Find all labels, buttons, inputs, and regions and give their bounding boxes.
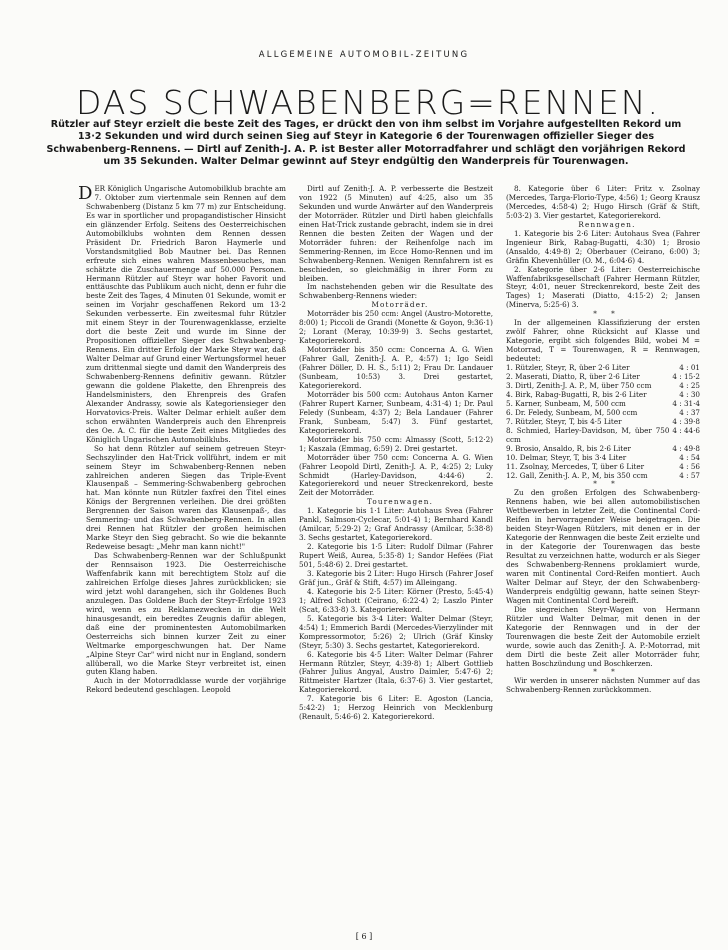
ranking-entry: 10. Delmar, Steyr, T, bis 3·4 Liter — [506, 452, 627, 462]
ranking-entry: 1. Rützler, Steyr, R, über 2·6 Liter — [506, 363, 630, 373]
ranking-row — [506, 427, 700, 445]
ranking-time: 4 : 37 — [679, 407, 700, 417]
ranking-time: 4 : 01 — [679, 363, 700, 373]
ranking-time: 4 : 44·6 — [672, 425, 700, 435]
ranking-time: 4 : 54 — [679, 452, 700, 462]
result-paragraph: Motorräder bis 250 ccm: Angel (Austro-Motorette, 8:00) 1; Piccoli de Grandi (Monette & Goyon, 9:36·1) 2; Lorant (Meray, 10:39·9) 3. Sechs gestartet, Kategorierekord. — [299, 309, 493, 346]
result-paragraph: Motorräder über 750 ccm: Concerna A. G. Wien (Fahrer Leopold Dirtl, Zenith-J. A. P., 4:25) 2; Luky Schmidt (Harley-Davidson, 4:44·6) 2. Kategorierekord und neuer Streckenrekord, beste Zeit der Motorräder. — [299, 452, 493, 498]
ranking-entry: 9. Brosio, Ansaldo, R, bis 2·6 Liter — [506, 443, 631, 453]
result-paragraph: 1. Kategorie bis 2·6 Liter: Autohaus Svea (Fahrer Ingenieur Birk, Rabag-Bugatti, 4:30) 1; Brosio (Ansaldo, 4:49·8) 2; Oberbauer (Ceirano, 6:00) 3; Gräfin Khevenhüller (O. M., 6:04·6) 4. — [506, 228, 700, 265]
paragraph: ER Königlich Ungarische Automobilklub brachte am 7. Oktober zum viertenmale sein Rennen auf dem Schwabenberg (Distanz 5 km 77 m) zur Entscheidung. Es war in sportlicher und propagandistischer Hinsicht ein glänzender Erfolg. Seitens des Oesterreichischen Automobilklubs wohnten dem Rennen dessen Präsident Dr. Friedrich Baron Haymerle und Vorstandsmitglied Bob Mautner bei. Das Rennen erfreute sich eines wahren Massenbesuches, man schätzte die Zuschauermenge auf 50.000 Personen. Hermann Rützler auf Steyr war hoher Favorit und enttäuschte das Publikum auch nicht, denn er fuhr die beste Zeit des Tages, 4 Minuten 01 Sekunde, womit er seinen im Vorjahr geschaffenen Rekord um 13·2 Sekunden verbesserte. Ein zweitesmal fuhr Rützler mit einem Steyr in der Tourenwagenklasse, erzielte dort die beste Zeit und wurde im Sinne der Propositionen offizieller Sieger des Schwabenberg-Rennens. Ein dritter Erfolg der Marke Steyr war, daß Walter Delmar auf Grund einer Wertungsformel heuer zum drittenmal siegte und damit den Wanderpreis des Schwabenberg-Rennens definitiv gewann. Rützler gewann die goldene Plakette, den Ehrenpreis des Handelsministers, den Ehrenpreis des Grafen Alexander Andrassy, sowie als Kategoriensieger den Horvatovics-Preis. Walter Delmar erhielt außer dem schon erwähnten Wanderpreis auch den Ehrenpreis des Oe. A. C. für die beste Zeit eines Mitgliedes des Königlich Ungarischen Automobilklubs. — [86, 184, 286, 444]
paragraph: Das Schwabenberg-Rennen war der Schlußpunkt der Rennsaison 1923. Die Oesterreichische Waffenfabrik kann mit berechtigtem Stolz auf die zahlreichen Erfolge dieses Jahres zurückblicken; sie wird jetzt wohl darangehen, sich ihr Goldenes Buch anzulegen. Das Goldene Buch der Steyr-Erfolge 1923 wird, wenn es zu Reklamezwecken in die Welt hinausgesandt, ein beredtes Zeugnis dafür ablegen, daß eine der prominentesten Automobilmarken Oesterreichs sich binnen kurzer Zeit zu einer Weltmarke emporgeschwungen hat. Der Name „Alpine Steyr Car" wird nicht nur in England, sondern allüberall, wo die Marke Steyr verbreitet ist, einen guten Klang haben. — [86, 551, 286, 677]
ranking-time: 4 : 30 — [679, 389, 700, 399]
ranking-entry: 2. Maserati, Diatto, R, über 2·6 Liter — [506, 372, 640, 382]
ranking-time: 4 : 57 — [679, 470, 700, 480]
result-paragraph: 2. Kategorie über 2·6 Liter: Oesterreichische Waffenfabriksgesellschaft (Fahrer Hermann Rützler, Steyr, 4:01, neuer Streckenrekord, beste Zeit des Tages) 1; Maserati (Diatto, 4:15·2) 2; Jansen (Minerva, 5:25·6) 3. — [506, 264, 700, 310]
paragraph: So hat denn Rützler auf seinem getreuen Steyr-Sechszylinder den Hat-Trick vollführt, indem er mit seinem Steyr im Schwabenberg-Rennen neben zahlreichen anderen Siegen das Triple-Event Klausenpaß – Semmering-Schwabenberg gebrochen hat. Man könnte nun Rützler faxfrei den Titel eines Königs der Bergrennen verleihen. Die drei größten Bergrennen der Saison waren das Klausenpaß-, das Semmering- und das Schwabenberg-Rennen. In allen drei Rennen hat Rützler der großen heimischen Marke Steyr den Sieg gebracht. So wie die bekannte Redeweise besagt: „Mehr man kann nicht!" — [86, 443, 286, 552]
ranking-entry: 6. Dr. Feledy, Sunbeam, M, 500 ccm — [506, 407, 638, 417]
result-paragraph: 3. Kategorie bis 2 Liter: Hugo Hirsch (Fahrer Josef Gräf jun., Gräf & Stift, 4:57) im Alleingang. — [299, 568, 493, 587]
result-paragraph: Motorräder bis 750 ccm: Almassy (Scott, 5:12·2) 1; Kaszala (Emmag, 6:59) 2. Drei gestartet. — [299, 434, 493, 453]
running-head: ALLGEMEINE AUTOMOBIL-ZEITUNG — [258, 50, 470, 60]
result-paragraph: 7. Kategorie bis 6 Liter: E. Agoston (Lancia, 5:42·2) 1; Herzog Heinrich von Mecklenburg (Renault, 5:46·6) 2. Kategorierekord. — [299, 694, 493, 722]
paragraph: Im nachstehenden geben wir die Resultate des Schwabenberg-Rennens wieder: — [299, 282, 493, 301]
ranking-entry: 7. Rützler, Steyr, T, bis 4·5 Liter — [506, 416, 622, 426]
article-deck: Rützler auf Steyr erzielt die beste Zeit des Tages, er drückt den von ihm selbst im Vorjahre aufgestellten Rekord um 13·2 Sekunden und wird durch seinen Sieg auf Steyr in Kategorie 6 der Tourenwagen offizieller Sieger des Schwabenberg-Rennens. — Dirtl auf Zenith-J. A. P. ist Bester aller Motorradfahrer und schlägt den vorjährigen Rekord um 35 Sekunden. Walter Delmar gewinnt auf Steyr endgültig den Wanderpreis für Tourenwagen. — [46, 119, 686, 168]
result-paragraph: Motorräder bis 350 ccm: Concerna A. G. Wien (Fahrer Gall, Zenith-J. A. P., 4:57) 1; Igo Seidl (Fahrer Döller, D. H. S., 5:11) 2; Frau Dr. Landauer (Sunbeam, 10:53) 3. Drei gestartet, Kategorierekord. — [299, 345, 493, 390]
ranking-entry: 11. Zsolnay, Mercedes, T, über 6 Liter — [506, 461, 645, 471]
paragraph: Zu den großen Erfolgen des Schwabenberg-Rennens haben, wie bei allen automobilistischen Wettbewerben in letzter Zeit, die Continental Cord-Reifen in hervorragender Weise beigetragen. Die beiden Steyr-Wagen Rützlers, mit denen er in der Kategorie der Rennwagen die beste Zeit erzielte und in der Kategorie der Tourenwagen das beste Resultat zu verzeichnen hatte, wodurch er als Sieger des Schwabenberg-Rennens proklamiert wurde, waren mit Continental Cord-Reifen montiert. Auch Walter Delmar auf Steyr, der den Schwabenberg-Wanderpreis endgültig gewann, hatte seinen Steyr-Wagen mit Continental Cord bereift. — [506, 488, 700, 605]
result-paragraph: 6. Kategorie bis 4·5 Liter: Walter Delmar (Fahrer Hermann Rützler, Steyr, 4:39·8) 1; Albert Gottlieb (Fahrer Julius Angyal, Austro Daimler, 5:47·6) 2; Rittmeister Hartzer (Itala, 6:37·6) 3. Vier gestartet, Kategorierekord. — [299, 649, 493, 695]
ranking-time: 4 : 31·4 — [672, 398, 700, 408]
ranking-entry: 12. Gall, Zenith-J. A. P., M, bis 350 ccm — [506, 470, 648, 480]
ranking-entry: 4. Birk, Rabag-Bugatti, R, bis 2·6 Liter — [506, 389, 647, 399]
ranking-time: 4 : 25 — [679, 380, 700, 390]
paragraph: In der allgemeinen Klassifizierung der ersten zwölf Fahrer, ohne Rücksicht auf Klasse und Kategorie, ergibt sich folgendes Bild, wobei M = Motorrad, T = Tourenwagen, R = Rennwagen, bedeutet: — [506, 318, 700, 364]
article-body — [78, 183, 708, 927]
paragraph: Wir werden in unserer nächsten Nummer auf das Schwabenberg-Rennen zurückkommen. — [506, 676, 700, 695]
paragraph: Dirtl auf Zenith-J. A. P. verbesserte die Bestzeit von 1922 (5 Minuten) auf 4:25, also um 35 Sekunden und wurde Anwärter auf den Wanderpreis der Motorräder. Rützler und Dirtl haben gleichfalls einen Hat-Trick zustande gebracht, indem sie in drei Rennen die besten Zeiten der Wagen und der Motorräder fuhren: der Reihenfolge nach im Semmering-Rennen, im Ecce Homo-Rennen und im Schwabenberg-Rennen. Wenigen Rennfahrern ist es beschieden, so gleichmäßig in ihrer Form zu bleiben. — [299, 184, 493, 283]
section-divider: * * — [593, 479, 621, 489]
section-heading-tourenwagen: Tourenwagen. — [366, 497, 434, 507]
section-heading-motorraeder: Motorräder. — [371, 300, 429, 310]
section-divider: * * — [593, 309, 621, 319]
ranking-time: 4 : 49·8 — [672, 443, 700, 453]
column-3 — [506, 185, 700, 927]
ranking-entry: 3. Dirtl, Zenith-J. A. P., M, über 750 ccm — [506, 380, 652, 390]
result-paragraph: 5. Kategorie bis 3·4 Liter: Walter Delmar (Steyr, 4:54) 1; Emmerich Bardi (Mercedes-Vierzylinder mit Kompressormotor, 5:26) 2; Ulrich (Gräf Kinsky (Steyr, 5:30) 3. Sechs gestartet, Kategorierekord. — [299, 613, 493, 650]
drop-cap: D — [78, 183, 93, 204]
paragraph: Die siegreichen Steyr-Wagen von Hermann Rützler und Walter Delmar, mit denen in der Kategorie der Rennwagen und in der der Tourenwagen die beste Zeit der Automobile erzielt wurde, sowie auch das Zenith-J. A. P.-Motorrad, mit dem Dirtl die beste Zeit aller Motorräder fuhr, hatten Boschzündung und Boschkerzen. — [506, 604, 700, 668]
result-paragraph: 4. Kategorie bis 2·5 Liter: Körner (Presto, 5:45·4) 1; Alfred Schott (Ceirano, 6:22·4) 2; Laszlo Pinter (Scat, 6:33·8) 3. Kategorierekord. — [299, 586, 493, 614]
page-number: [ 6 ] — [355, 932, 373, 941]
paragraph: Auch in der Motorradklasse wurde der vorjährige Rekord bedeutend geschlagen. Leopold — [86, 676, 286, 695]
ranking-table — [506, 364, 700, 480]
result-paragraph: Motorräder bis 500 ccm: Autohaus Anton Karner (Fahrer Rupert Karner, Sunbeam, 4:31·4) 1; Dr. Paul Feledy (Sunbeam, 4:37) 2; Bela Landauer (Fahrer Frank, Sunbeam, 5:47) 3. Fünf gestartet, Kategorierekord. — [299, 389, 493, 435]
ranking-entry: 5. Karner, Sunbeam, M, 500 ccm — [506, 398, 626, 408]
ranking-time: 4 : 39·8 — [672, 416, 700, 426]
ranking-time: 4 : 15·2 — [672, 372, 700, 382]
ranking-entry: 8. Schmied, Harley-Davidson, M, über 750 ccm — [506, 425, 670, 444]
section-heading-rennwagen: Rennwagen. — [578, 219, 636, 229]
result-paragraph: 2. Kategorie bis 1·5 Liter: Rudolf Dilmar (Fahrer Rupert Weiß, Aurea, 5:35·8) 1; Sandor Hefées (Fiat 501, 5:48·6) 2. Drei gestartet. — [299, 542, 493, 570]
column-2 — [299, 185, 493, 927]
ranking-time: 4 : 56 — [679, 461, 700, 471]
result-paragraph: 8. Kategorie über 6 Liter: Fritz v. Zsolnay (Mercedes, Targa-Florio-Type, 4:56) 1; Georg Krausz (Mercedes, 4:58·4) 2; Hugo Hirsch (Gräf & Stift, 5:03·2) 3. Vier gestartet, Kategorierekord. — [506, 184, 700, 220]
section-divider: * * — [593, 667, 621, 677]
article-title: DAS SCHWABENBERG=RENNEN. — [76, 83, 660, 122]
column-1 — [78, 183, 286, 927]
result-paragraph: 1. Kategorie bis 1·1 Liter: Autohaus Svea (Fahrer Pankl, Salmson-Cyclecar, 5:01·4) 1; Bernhard Kandl (Amilcar, 5:29·2) 2; Graf Andrassy (Amilcar, 5:38·8) 3. Sechs gestartet, Kategorierekord. — [299, 506, 493, 543]
